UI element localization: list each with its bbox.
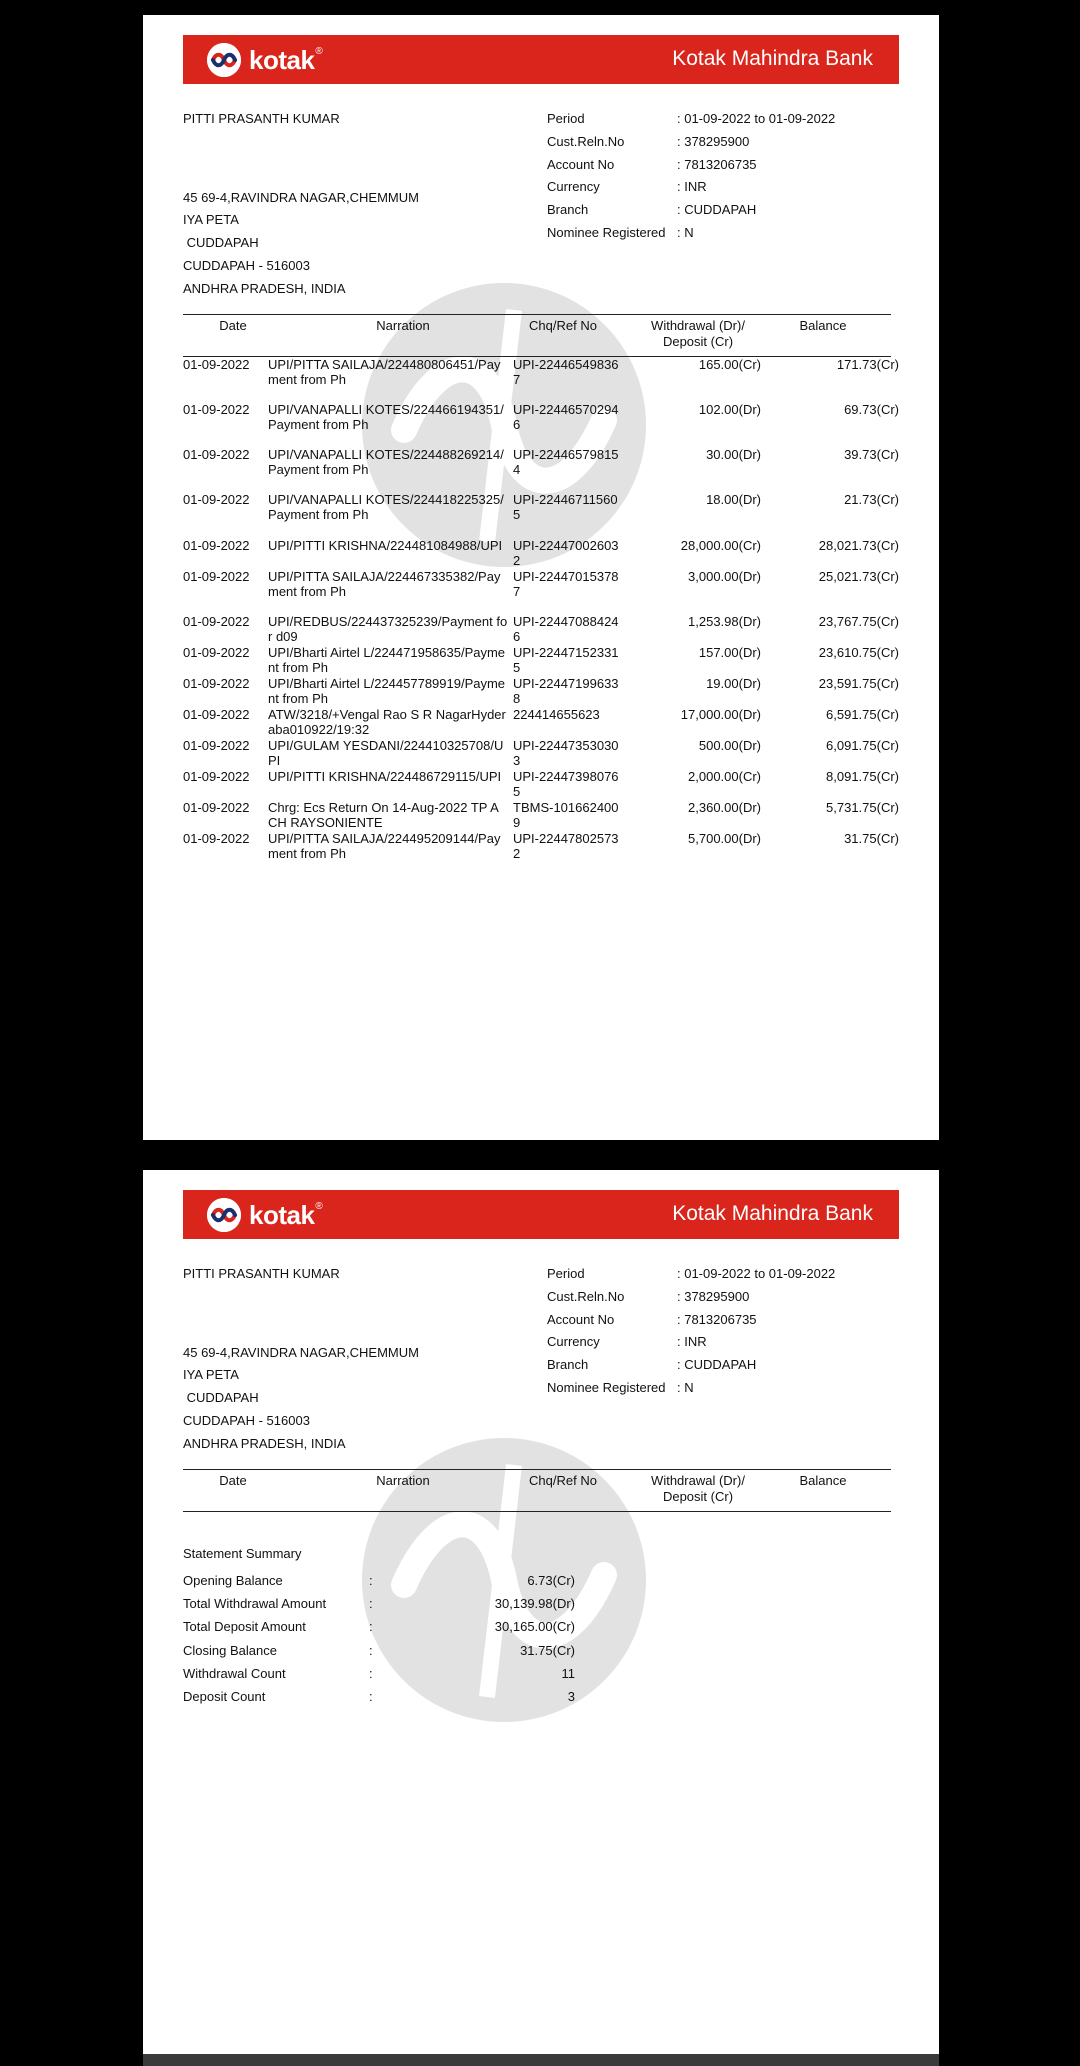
logo-registered-mark: ® (315, 45, 323, 57)
txn-ref: UPI-224470026032 (513, 538, 619, 568)
bank-name: Kotak Mahindra Bank (672, 47, 873, 70)
txn-ref: UPI-224470884246 (513, 614, 619, 644)
txn-ref: 224414655623 (513, 707, 600, 722)
col-header-balance: Balance (799, 1473, 847, 1488)
summary-value: 30,139.98(Dr) (494, 1596, 575, 1611)
txn-balance: 21.73(Cr) (844, 492, 899, 507)
col-header-ref: Chq/Ref No (529, 1473, 597, 1488)
kotak-logo-mark-icon (207, 43, 241, 77)
txn-narration: UPI/Bharti Airtel L/224457789919/Payment from Ph (268, 676, 506, 706)
txn-amount: 17,000.00(Dr) (680, 707, 761, 722)
txn-amount: 3,000.00(Dr) (688, 569, 761, 584)
info-value: : N (677, 225, 694, 240)
info-label: Currency (547, 179, 600, 194)
info-value: : 01-09-2022 to 01-09-2022 (677, 111, 836, 126)
txn-balance: 25,021.73(Cr) (818, 569, 899, 584)
txn-ref: UPI-224471996338 (513, 676, 619, 706)
txn-date: 01-09-2022 (183, 707, 250, 722)
summary-label: Opening Balance (183, 1573, 283, 1588)
info-value: : CUDDAPAH (677, 202, 757, 217)
summary-colon: : (369, 1643, 373, 1658)
txn-balance: 171.73(Cr) (836, 357, 899, 372)
info-label: Currency (547, 1334, 600, 1349)
col-header-amount: Withdrawal (Dr)/ (651, 318, 745, 333)
address-line: CUDDAPAH (183, 1390, 259, 1405)
kotak-logo (207, 42, 323, 78)
bank-name: Kotak Mahindra Bank (672, 1202, 873, 1225)
info-label: Account No (547, 1312, 615, 1327)
info-label: Cust.Reln.No (547, 134, 625, 149)
summary-value: 6.73(Cr) (527, 1573, 575, 1588)
col-header-narration: Narration (376, 318, 430, 333)
txn-amount: 2,000.00(Cr) (688, 769, 761, 784)
summary-value: 30,165.00(Cr) (494, 1619, 575, 1634)
kotak-banner (183, 1190, 899, 1239)
summary-value: 3 (567, 1689, 575, 1704)
info-label: Branch (547, 202, 589, 217)
txn-date: 01-09-2022 (183, 538, 250, 553)
txn-date: 01-09-2022 (183, 402, 250, 417)
txn-balance: 28,021.73(Cr) (818, 538, 899, 553)
col-header-date: Date (219, 1473, 247, 1488)
col-header-balance: Balance (799, 318, 847, 333)
info-value: : INR (677, 179, 707, 194)
txn-amount: 18.00(Dr) (706, 492, 761, 507)
address-line: IYA PETA (183, 1367, 239, 1382)
txn-date: 01-09-2022 (183, 447, 250, 462)
col-header-date: Date (219, 318, 247, 333)
txn-date: 01-09-2022 (183, 569, 250, 584)
summary-label: Withdrawal Count (183, 1666, 286, 1681)
txn-ref: UPI-224473530303 (513, 738, 619, 768)
txn-amount: 28,000.00(Cr) (680, 538, 761, 553)
summary-value: 11 (561, 1666, 575, 1681)
txn-amount: 2,360.00(Dr) (688, 800, 761, 815)
txn-amount: 157.00(Dr) (698, 645, 761, 660)
table-top-rule (183, 314, 891, 315)
txn-ref: UPI-224473980765 (513, 769, 619, 799)
txn-balance: 23,610.75(Cr) (818, 645, 899, 660)
txn-date: 01-09-2022 (183, 492, 250, 507)
txn-amount: 30.00(Dr) (706, 447, 761, 462)
table-header-rule (183, 1511, 891, 1512)
col-header-amount: Withdrawal (Dr)/ (651, 1473, 745, 1488)
txn-narration: UPI/VANAPALLI KOTES/224418225325/Payment from Ph (268, 492, 504, 522)
info-label: Branch (547, 1357, 589, 1372)
info-label: Period (547, 111, 585, 126)
txn-narration: UPI/PITTA SAILAJA/224480806451/Payment from Ph (268, 357, 501, 387)
address-line: CUDDAPAH (183, 235, 259, 250)
txn-ref: UPI-224470153787 (513, 569, 619, 599)
txn-date: 01-09-2022 (183, 614, 250, 629)
info-value: : 378295900 (677, 134, 750, 149)
address-line: CUDDAPAH - 516003 (183, 1413, 310, 1428)
customer-name: PITTI PRASANTH KUMAR (183, 1266, 340, 1281)
txn-date: 01-09-2022 (183, 645, 250, 660)
address-line: 45 69-4,RAVINDRA NAGAR,CHEMMUM (183, 190, 419, 205)
summary-label: Total Deposit Amount (183, 1619, 306, 1634)
summary-label: Deposit Count (183, 1689, 266, 1704)
info-value: : CUDDAPAH (677, 1357, 757, 1372)
txn-date: 01-09-2022 (183, 769, 250, 784)
txn-date: 01-09-2022 (183, 676, 250, 691)
txn-balance: 23,767.75(Cr) (818, 614, 899, 629)
info-value: : INR (677, 1334, 707, 1349)
info-value: : 378295900 (677, 1289, 750, 1304)
viewer-bottom-bar (143, 2054, 939, 2066)
txn-ref: UPI-224465702946 (513, 402, 619, 432)
info-label: Nominee Registered (547, 1380, 666, 1395)
info-label: Nominee Registered (547, 225, 666, 240)
col-header-ref: Chq/Ref No (529, 318, 597, 333)
txn-narration: UPI/REDBUS/224437325239/Payment for d09 (268, 614, 508, 644)
summary-label: Closing Balance (183, 1643, 277, 1658)
txn-ref: UPI-224471523315 (513, 645, 619, 675)
txn-ref: UPI-224478025732 (513, 831, 619, 861)
kotak-logo (207, 1197, 323, 1233)
txn-amount: 165.00(Cr) (698, 357, 761, 372)
table-top-rule (183, 1469, 891, 1470)
address-line: ANDHRA PRADESH, INDIA (183, 1436, 346, 1451)
address-line: 45 69-4,RAVINDRA NAGAR,CHEMMUM (183, 1345, 419, 1360)
txn-narration: UPI/GULAM YESDANI/224410325708/UPI (268, 738, 504, 768)
txn-amount: 102.00(Dr) (698, 402, 761, 417)
info-label: Account No (547, 157, 615, 172)
logo-text: kotak (249, 1199, 315, 1230)
col-header-amount-line2: Deposit (Cr) (662, 334, 734, 349)
txn-balance: 39.73(Cr) (844, 447, 899, 462)
txn-ref: UPI-224465498367 (513, 357, 619, 387)
txn-date: 01-09-2022 (183, 800, 250, 815)
kotak-banner (183, 35, 899, 84)
txn-balance: 8,091.75(Cr) (826, 769, 899, 784)
txn-narration: UPI/VANAPALLI KOTES/224466194351/Payment from Ph (268, 402, 504, 432)
txn-ref: UPI-224467115605 (513, 492, 618, 522)
txn-balance: 23,591.75(Cr) (818, 676, 899, 691)
txn-balance: 6,591.75(Cr) (826, 707, 899, 722)
txn-amount: 19.00(Dr) (706, 676, 761, 691)
txn-narration: Chrg: Ecs Return On 14-Aug-2022 TP ACH RAYSONIENTE (268, 800, 499, 830)
customer-name: PITTI PRASANTH KUMAR (183, 111, 340, 126)
txn-narration: UPI/PITTI KRISHNA/224481084988/UPI (268, 538, 503, 553)
info-value: : 7813206735 (677, 157, 757, 172)
txn-narration: UPI/PITTA SAILAJA/224495209144/Payment from Ph (268, 831, 501, 861)
logo-text: kotak (249, 44, 315, 75)
summary-colon: : (369, 1689, 373, 1704)
summary-colon: : (369, 1573, 373, 1588)
summary-colon: : (369, 1596, 373, 1611)
logo-registered-mark: ® (315, 1200, 323, 1212)
txn-ref: TBMS-1016624009 (513, 800, 619, 830)
txn-ref: UPI-224465798154 (513, 447, 619, 477)
summary-title: Statement Summary (183, 1546, 302, 1561)
summary-colon: : (369, 1619, 373, 1634)
txn-amount: 500.00(Dr) (698, 738, 761, 753)
txn-balance: 6,091.75(Cr) (826, 738, 899, 753)
col-header-amount-line2: Deposit (Cr) (662, 1489, 734, 1504)
info-label: Cust.Reln.No (547, 1289, 625, 1304)
col-header-narration: Narration (376, 1473, 430, 1488)
summary-value: 31.75(Cr) (520, 1643, 575, 1658)
statement-page-2 (143, 1170, 939, 2066)
summary-label: Total Withdrawal Amount (183, 1596, 327, 1611)
txn-narration: ATW/3218/+Vengal Rao S R NagarHyderaba010922/19:32 (268, 707, 506, 737)
txn-narration: UPI/VANAPALLI KOTES/224488269214/Payment from Ph (268, 447, 504, 477)
txn-date: 01-09-2022 (183, 738, 250, 753)
txn-date: 01-09-2022 (183, 357, 250, 372)
txn-amount: 1,253.98(Dr) (688, 614, 761, 629)
kotak-logo-mark-icon (207, 1198, 241, 1232)
txn-date: 01-09-2022 (183, 831, 250, 846)
address-line: ANDHRA PRADESH, INDIA (183, 281, 346, 296)
txn-balance: 5,731.75(Cr) (826, 800, 899, 815)
txn-amount: 5,700.00(Dr) (688, 831, 761, 846)
txn-balance: 31.75(Cr) (844, 831, 899, 846)
txn-narration: UPI/PITTI KRISHNA/224486729115/UPI (268, 769, 502, 784)
info-label: Period (547, 1266, 585, 1281)
summary-colon: : (369, 1666, 373, 1681)
info-value: : 7813206735 (677, 1312, 757, 1327)
address-line: CUDDAPAH - 516003 (183, 258, 310, 273)
statement-page-1 (143, 15, 939, 1140)
txn-narration: UPI/Bharti Airtel L/224471958635/Payment from Ph (268, 645, 506, 675)
info-value: : N (677, 1380, 694, 1395)
address-line: IYA PETA (183, 212, 239, 227)
txn-narration: UPI/PITTA SAILAJA/224467335382/Payment from Ph (268, 569, 501, 599)
info-value: : 01-09-2022 to 01-09-2022 (677, 1266, 836, 1281)
txn-balance: 69.73(Cr) (844, 402, 899, 417)
